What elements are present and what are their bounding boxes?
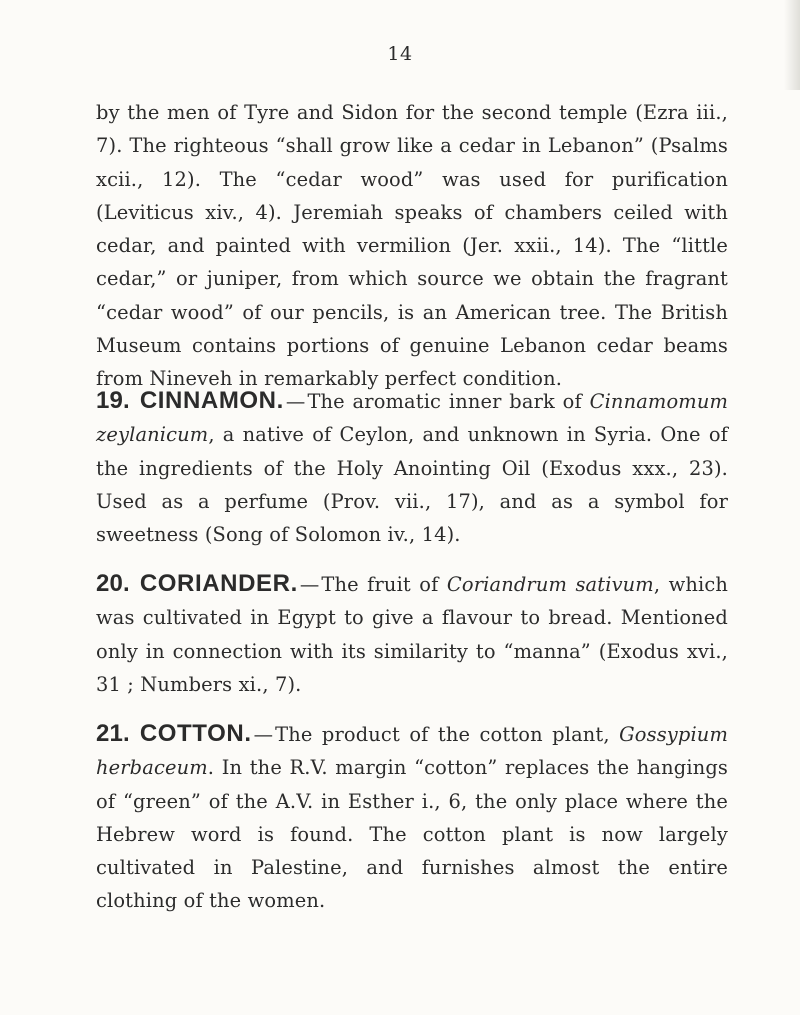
entry-latin-name: Gossypium herbaceum bbox=[96, 723, 728, 780]
entry-text bbox=[96, 384, 728, 551]
entry-latin-name: Coriandrum sativum bbox=[446, 573, 654, 596]
page-number: 14 bbox=[387, 43, 413, 65]
entry-dash: — bbox=[285, 390, 306, 413]
entry-cotton bbox=[96, 717, 728, 918]
entry-dash: — bbox=[253, 723, 274, 746]
entry-body: , which was cultivated in Egypt to give a flavour to bread. Mentioned only in connection with its similarity to “manna” (Exodus xvi., 31 ; Numbers xi., 7). bbox=[96, 573, 728, 696]
entry-body: , a native of Ceylon, and unknown in Syria. One of the ingredients of the Holy Anointing Oil (Exodus xxx., 23). Used as a perfume (Prov. vii., 17), and as a symbol for sweetness (Song of Solomon iv., 14). bbox=[96, 423, 728, 547]
entry-body: . In the R.V. margin “cotton” replaces the hangings of “green” of the A.V. in Esther i., 6, the only place where the Hebrew word is found. The cotton plant is now largely cultivated in Palestine, and furnishes almost the entire clothing of the women. bbox=[96, 756, 728, 913]
paragraph-cedar-continued bbox=[96, 96, 728, 396]
entry-lead: The aromatic inner bark of bbox=[307, 390, 590, 413]
entry-heading: CINNAMON. bbox=[139, 387, 284, 414]
entry-lead: The product of the cotton plant, bbox=[275, 723, 620, 746]
entry-cinnamon bbox=[96, 384, 728, 551]
entry-heading: COTTON. bbox=[139, 720, 252, 747]
entry-heading: CORIANDER. bbox=[139, 570, 298, 597]
entry-text bbox=[96, 567, 728, 701]
entry-lead: The fruit of bbox=[321, 573, 447, 596]
paragraph-text: by the men of Tyre and Sidon for the second temple (Ezra iii., 7). The righteous “shall grow like a cedar in Lebanon” (Psalms xcii., 12). The “cedar wood” was used for purification (Leviticus xiv., 4). Jeremiah speaks of chambers ceiled with cedar, and painted with vermilion (Jer. xxii., 14). The “little cedar,” or juniper, from which source we obtain the fragrant “cedar wood” of our pencils, is an American tree. The British Museum contains portions of genuine Lebanon cedar beams from Nineveh in remarkably perfect condition. bbox=[96, 101, 728, 391]
entry-text bbox=[96, 717, 728, 918]
entry-coriander bbox=[96, 567, 728, 701]
entry-dash: — bbox=[299, 573, 320, 596]
entry-number: 20. bbox=[96, 570, 130, 597]
entry-number: 21. bbox=[96, 720, 130, 747]
entry-latin-name: Cinnamomum zeylanicum bbox=[96, 390, 728, 447]
entry-number: 19. bbox=[96, 387, 130, 414]
